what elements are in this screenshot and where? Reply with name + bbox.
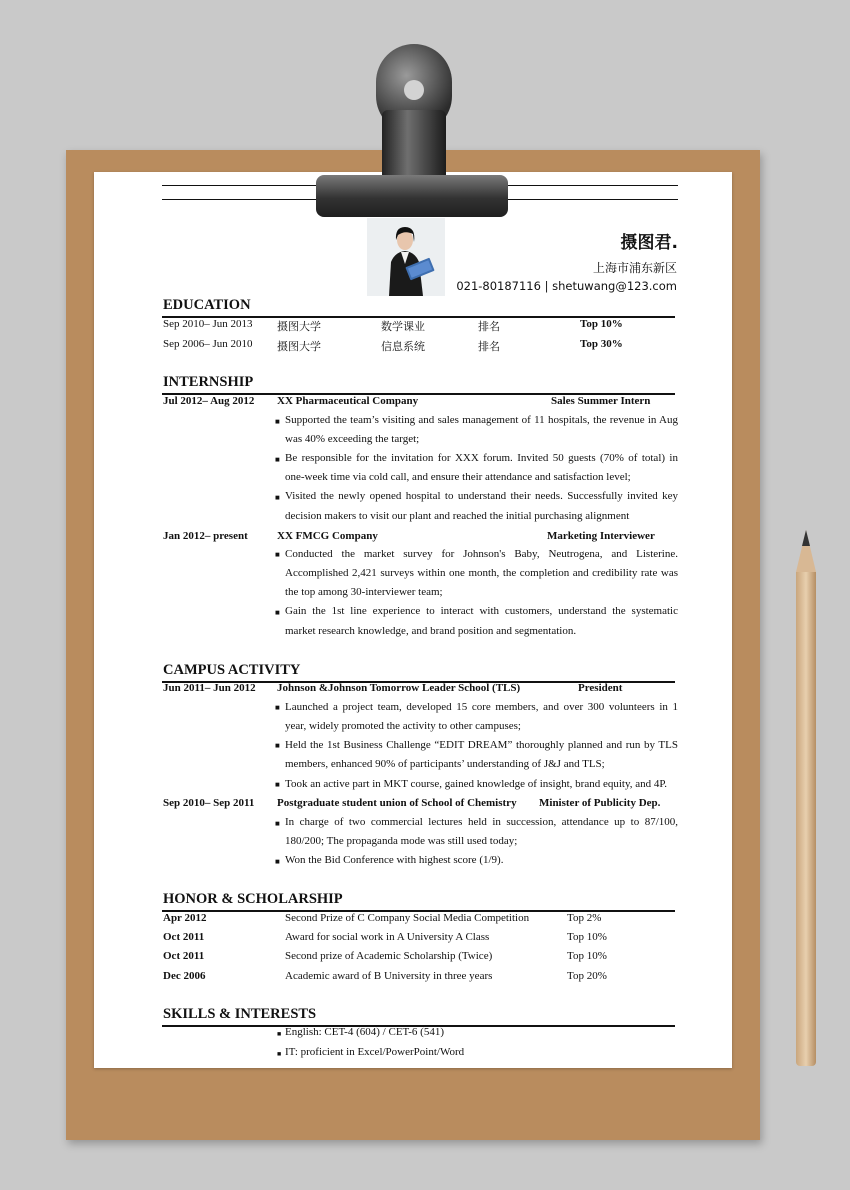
section-title-skills: SKILLS & INTERESTS xyxy=(163,1006,317,1022)
internship-company: XX FMCG Company xyxy=(277,530,378,542)
bullet-icon: ■ xyxy=(275,417,280,426)
section-title-honor: HONOR & SCHOLARSHIP xyxy=(163,891,343,907)
bullet-line: market research knowledge, and brand position and segmentation. xyxy=(285,625,577,637)
person-illustration xyxy=(367,218,445,296)
bullet-line: Gain the 1st line experience to interact with customers, understand the systematic xyxy=(285,605,678,617)
honor-date: Oct 2011 xyxy=(163,931,205,943)
education-date: Sep 2010– Jun 2013 xyxy=(163,318,253,330)
bullet-line: Visited the newly opened hospital to understand their needs. Successfully invited key xyxy=(285,490,678,502)
bullet-line: In charge of two commercial lectures held in succession, attendance up to 87/100, xyxy=(285,816,678,828)
bullet-icon: ■ xyxy=(275,780,280,789)
honor-rank: Top 10% xyxy=(567,931,607,943)
education-school: 摄图大学 xyxy=(277,320,321,333)
bullet-icon: ■ xyxy=(275,819,280,828)
section-title-internship: INTERNSHIP xyxy=(163,374,254,390)
bullet-icon: ■ xyxy=(275,741,280,750)
bullet-line: Took an active part in MKT course, gained knowledge of insight, brand equity, and 4P. xyxy=(285,778,668,790)
bullet-line: Conducted the market survey for Johnson's Baby, Neutrogena, and Listerine. xyxy=(285,548,678,560)
candidate-name: 摄图君. xyxy=(620,233,678,253)
internship-role: Sales Summer Intern xyxy=(551,395,651,407)
education-school: 摄图大学 xyxy=(277,340,321,353)
bullet-line: year, widely promoted the activity to other campuses; xyxy=(285,720,521,732)
campus-role: Minister of Publicity Dep. xyxy=(539,797,661,809)
honor-title: Second Prize of C Company Social Media Competition xyxy=(285,912,530,924)
bullet-icon: ■ xyxy=(275,608,280,617)
skill-item: IT: proficient in Excel/PowerPoint/Word xyxy=(285,1046,465,1058)
candidate-contact: 021-80187116 | shetuwang@123.com xyxy=(456,279,677,293)
honor-rank: Top 20% xyxy=(567,970,607,982)
internship-company: XX Pharmaceutical Company xyxy=(277,395,419,407)
honor-title: Award for social work in A University A Class xyxy=(285,931,490,943)
education-rank: Top 10% xyxy=(580,318,623,330)
bullet-icon: ■ xyxy=(275,703,280,712)
honor-date: Apr 2012 xyxy=(163,912,207,924)
bullet-line: was 40% exceeding the target; xyxy=(285,433,420,445)
bullet-icon: ■ xyxy=(275,550,280,559)
bullet-line: 180/200; The propaganda mode was still used today; xyxy=(285,835,518,847)
honor-date: Oct 2011 xyxy=(163,950,205,962)
skill-item: English: CET-4 (604) / CET-6 (541) xyxy=(285,1026,444,1038)
bullet-line: Won the Bid Conference with highest score (1/9). xyxy=(285,854,504,866)
bullet-line: Be responsible for the invitation for XXX forum. Invited 50 guests (70% of total) in xyxy=(285,452,678,464)
candidate-location: 上海市浦东新区 xyxy=(592,261,677,275)
honor-date: Dec 2006 xyxy=(163,970,206,982)
honor-rank: Top 2% xyxy=(567,912,602,924)
bullet-icon: ■ xyxy=(275,493,280,502)
bullet-line: Launched a project team, developed 15 core members, and over 300 volunteers in 1 xyxy=(285,701,678,713)
bullet-line: members, enhanced 90% of participants’ understanding of J&J and TLS; xyxy=(285,758,605,770)
bullet-icon: ■ xyxy=(277,1050,282,1058)
honor-title: Academic award of B University in three years xyxy=(285,970,493,982)
bullet-icon: ■ xyxy=(275,455,280,464)
bullet-icon: ■ xyxy=(277,1030,282,1038)
campus-role: President xyxy=(578,682,623,694)
education-rank-label: 排名 xyxy=(478,340,500,353)
education-major: 信息系统 xyxy=(381,340,425,353)
section-title-campus: CAMPUS ACTIVITY xyxy=(163,662,301,678)
bullet-line: Supported the team’s visiting and sales management of 11 hospitals, the revenue in Aug xyxy=(285,414,678,426)
honor-title: Second prize of Academic Scholarship (Twice) xyxy=(285,950,493,962)
education-date: Sep 2006– Jun 2010 xyxy=(163,338,253,350)
education-rank-label: 排名 xyxy=(478,320,500,333)
campus-date: Jun 2011– Jun 2012 xyxy=(163,682,256,694)
campus-org: Johnson &Johnson Tomorrow Leader School (TLS) xyxy=(277,682,521,694)
bullet-line: decision makers to visit our plant and reached the initial purchasing alignment xyxy=(285,510,630,522)
campus-date: Sep 2010– Sep 2011 xyxy=(163,797,255,809)
section-title-education: EDUCATION xyxy=(163,297,251,313)
internship-date: Jan 2012– present xyxy=(163,530,248,542)
binder-clip-neck xyxy=(382,110,446,182)
bullet-line: the top among 30-interviewer team; xyxy=(285,586,443,598)
education-major: 数学课业 xyxy=(381,320,425,333)
pencil xyxy=(796,572,816,1066)
pencil-lead xyxy=(802,530,810,546)
internship-date: Jul 2012– Aug 2012 xyxy=(163,395,255,407)
campus-org: Postgraduate student union of School of Chemistry xyxy=(277,797,517,809)
internship-role: Marketing Interviewer xyxy=(547,530,655,542)
binder-clip-hole xyxy=(404,80,424,100)
bullet-icon: ■ xyxy=(275,857,280,866)
honor-rank: Top 10% xyxy=(567,950,607,962)
profile-photo xyxy=(367,218,445,296)
bullet-line: Accomplished 2,421 surveys within one month, the completion and credibility rate was xyxy=(285,567,678,579)
education-rank: Top 30% xyxy=(580,338,623,350)
binder-clip-bar xyxy=(316,175,508,217)
bullet-line: Held the 1st Business Challenge “EDIT DREAM” thoroughly planned and run by TLS xyxy=(285,739,678,751)
bullet-line: one-week time via cold call, and ensure their attendance and satisfaction level; xyxy=(285,471,631,483)
